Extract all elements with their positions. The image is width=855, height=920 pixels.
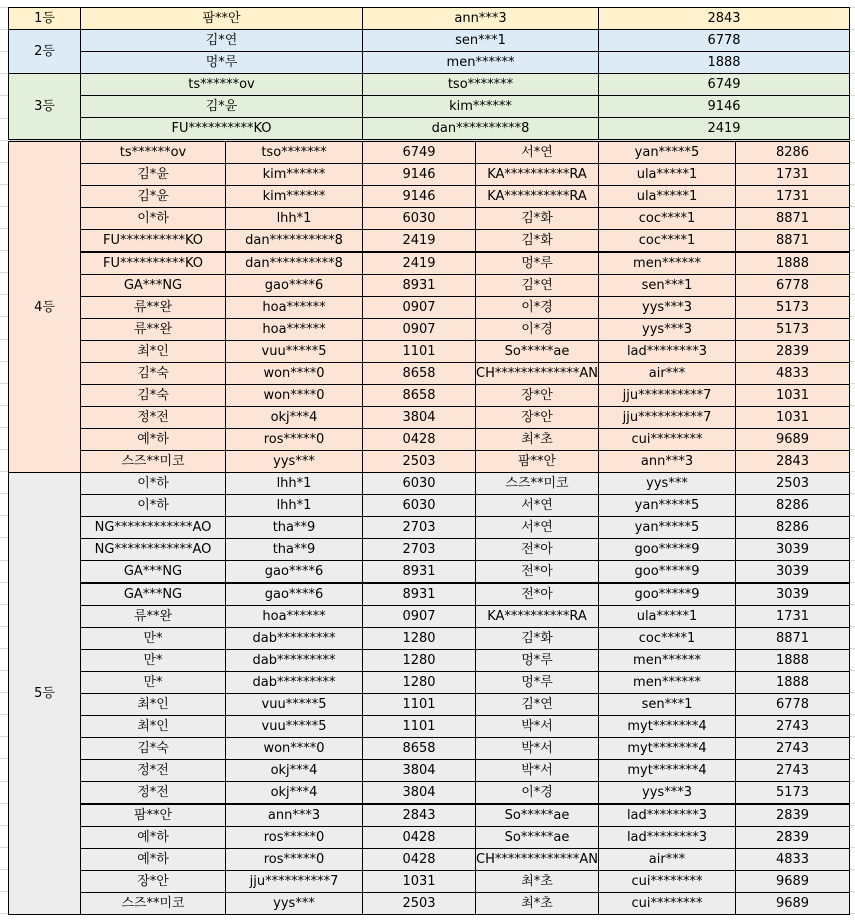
r5-row-10-col-0[interactable]: 최*인 — [80, 693, 226, 716]
r5-row-13-col-0[interactable]: 정*전 — [80, 759, 226, 782]
r5-row-0-col-1[interactable]: lhh*1 — [225, 472, 363, 495]
r4-row-8-col-2[interactable]: 0907 — [362, 318, 476, 341]
r5-row-16-col-4[interactable]: lad********3 — [598, 826, 736, 849]
r4-row-14-col-2[interactable]: 2503 — [362, 450, 476, 473]
r4-row-12-col-4[interactable]: jju**********7 — [598, 406, 736, 429]
r5-row-5-col-5[interactable]: 3039 — [735, 583, 850, 606]
r4-row-11-col-4[interactable]: jju**********7 — [598, 384, 736, 407]
r4-row-0-col-3[interactable]: 서*연 — [475, 141, 599, 164]
r4-row-10-col-3[interactable]: CH*************AN — [475, 362, 599, 385]
r4-row-12-col-2[interactable]: 3804 — [362, 406, 476, 429]
r5-row-3-col-4[interactable]: goo*****9 — [598, 538, 736, 561]
r5-row-4-col-3[interactable]: 전*아 — [475, 560, 599, 583]
r4-row-13-col-4[interactable]: cui******** — [598, 428, 736, 451]
r5-row-14-col-1[interactable]: okj***4 — [225, 781, 363, 804]
r5-row-7-col-0[interactable]: 만* — [80, 627, 226, 650]
r5-row-16-col-3[interactable]: So*****ae — [475, 826, 599, 849]
r4-row-13-col-3[interactable]: 최*초 — [475, 428, 599, 451]
r5-row-6-col-1[interactable]: hoa****** — [225, 605, 363, 628]
r5-row-3-col-1[interactable]: tha**9 — [225, 538, 363, 561]
r3-row-1-col-2[interactable]: 9146 — [598, 95, 850, 118]
r4-row-6-col-0[interactable]: GA***NG — [80, 274, 226, 297]
r4-row-4-col-1[interactable]: dan**********8 — [225, 229, 363, 252]
r5-row-0-col-0[interactable]: 이*하 — [80, 472, 226, 495]
r4-row-13-col-1[interactable]: ros*****0 — [225, 428, 363, 451]
r5-row-17-col-1[interactable]: ros*****0 — [225, 848, 363, 871]
r5-row-15-col-2[interactable]: 2843 — [362, 804, 476, 827]
r4-row-1-col-0[interactable]: 김*윤 — [80, 163, 226, 186]
r5-row-8-col-4[interactable]: men****** — [598, 649, 736, 672]
r4-row-2-col-3[interactable]: KA**********RA — [475, 185, 599, 208]
r4-row-5-col-2[interactable]: 2419 — [362, 252, 476, 275]
r5-row-18-col-1[interactable]: jju**********7 — [225, 870, 363, 893]
r4-row-4-col-5[interactable]: 8871 — [735, 229, 850, 252]
r5-row-15-col-3[interactable]: So*****ae — [475, 804, 599, 827]
r4-row-0-col-4[interactable]: yan*****5 — [598, 141, 736, 164]
r5-row-19-col-2[interactable]: 2503 — [362, 892, 476, 915]
r5-row-15-col-0[interactable]: 팜**안 — [80, 804, 226, 827]
r4-row-0-col-2[interactable]: 6749 — [362, 141, 476, 164]
r5-row-5-col-3[interactable]: 전*아 — [475, 583, 599, 606]
r4-row-2-col-4[interactable]: ula*****1 — [598, 185, 736, 208]
r5-row-3-col-0[interactable]: NG************AO — [80, 538, 226, 561]
r4-row-9-col-2[interactable]: 1101 — [362, 340, 476, 363]
r5-row-2-col-4[interactable]: yan*****5 — [598, 516, 736, 539]
r4-row-7-col-4[interactable]: yys***3 — [598, 296, 736, 319]
r5-row-5-col-1[interactable]: gao****6 — [225, 583, 363, 606]
r4-row-14-col-4[interactable]: ann***3 — [598, 450, 736, 473]
r4-row-13-col-2[interactable]: 0428 — [362, 428, 476, 451]
r5-row-11-col-1[interactable]: vuu*****5 — [225, 715, 363, 738]
r4-row-10-col-4[interactable]: air*** — [598, 362, 736, 385]
r1-row-0-col-0[interactable]: 팜**안 — [80, 7, 363, 30]
r4-row-8-col-4[interactable]: yys***3 — [598, 318, 736, 341]
r5-row-5-col-0[interactable]: GA***NG — [80, 583, 226, 606]
r3-row-0-col-0[interactable]: ts******ov — [80, 73, 363, 96]
r5-row-10-col-4[interactable]: sen***1 — [598, 693, 736, 716]
r5-row-15-col-1[interactable]: ann***3 — [225, 804, 363, 827]
r3-row-0-col-1[interactable]: tso******* — [362, 73, 599, 96]
r4-row-11-col-1[interactable]: won****0 — [225, 384, 363, 407]
r4-row-3-col-1[interactable]: lhh*1 — [225, 207, 363, 230]
r4-row-9-col-4[interactable]: lad********3 — [598, 340, 736, 363]
r4-row-1-col-3[interactable]: KA**********RA — [475, 163, 599, 186]
r4-row-5-col-0[interactable]: FU**********KO — [80, 252, 226, 275]
r5-row-7-col-1[interactable]: dab********* — [225, 627, 363, 650]
r4-row-5-col-4[interactable]: men****** — [598, 252, 736, 275]
r4-row-14-col-3[interactable]: 팜**안 — [475, 450, 599, 473]
r4-row-4-col-4[interactable]: coc****1 — [598, 229, 736, 252]
r5-row-18-col-3[interactable]: 최*초 — [475, 870, 599, 893]
r5-row-14-col-5[interactable]: 5173 — [735, 781, 850, 804]
r5-row-8-col-3[interactable]: 멍*루 — [475, 649, 599, 672]
r5-row-18-col-0[interactable]: 장*안 — [80, 870, 226, 893]
r5-row-7-col-2[interactable]: 1280 — [362, 627, 476, 650]
r4-row-11-col-2[interactable]: 8658 — [362, 384, 476, 407]
r5-row-19-col-3[interactable]: 최*초 — [475, 892, 599, 915]
r5-row-4-col-4[interactable]: goo*****9 — [598, 560, 736, 583]
r5-row-18-col-2[interactable]: 1031 — [362, 870, 476, 893]
r5-row-2-col-5[interactable]: 8286 — [735, 516, 850, 539]
r5-row-12-col-3[interactable]: 박*서 — [475, 737, 599, 760]
r4-row-10-col-2[interactable]: 8658 — [362, 362, 476, 385]
rank-label-r5[interactable]: 5등 — [8, 472, 81, 915]
r4-row-3-col-5[interactable]: 8871 — [735, 207, 850, 230]
r2-row-0-col-0[interactable]: 김*연 — [80, 29, 363, 52]
r4-row-14-col-0[interactable]: 스즈**미코 — [80, 450, 226, 473]
r5-row-18-col-4[interactable]: cui******** — [598, 870, 736, 893]
r4-row-5-col-5[interactable]: 1888 — [735, 252, 850, 275]
r5-row-0-col-3[interactable]: 스즈**미코 — [475, 472, 599, 495]
r5-row-13-col-2[interactable]: 3804 — [362, 759, 476, 782]
r5-row-5-col-2[interactable]: 8931 — [362, 583, 476, 606]
r5-row-10-col-5[interactable]: 6778 — [735, 693, 850, 716]
r3-row-1-col-0[interactable]: 김*윤 — [80, 95, 363, 118]
r1-row-0-col-1[interactable]: ann***3 — [362, 7, 599, 30]
r5-row-4-col-2[interactable]: 8931 — [362, 560, 476, 583]
r5-row-10-col-3[interactable]: 김*연 — [475, 693, 599, 716]
r4-row-9-col-5[interactable]: 2839 — [735, 340, 850, 363]
r5-row-1-col-2[interactable]: 6030 — [362, 494, 476, 517]
r5-row-2-col-3[interactable]: 서*연 — [475, 516, 599, 539]
r4-row-1-col-2[interactable]: 9146 — [362, 163, 476, 186]
r5-row-2-col-1[interactable]: tha**9 — [225, 516, 363, 539]
r4-row-2-col-2[interactable]: 9146 — [362, 185, 476, 208]
r4-row-6-col-2[interactable]: 8931 — [362, 274, 476, 297]
r5-row-12-col-5[interactable]: 2743 — [735, 737, 850, 760]
r5-row-4-col-5[interactable]: 3039 — [735, 560, 850, 583]
r5-row-1-col-3[interactable]: 서*연 — [475, 494, 599, 517]
rank-label-r2[interactable]: 2등 — [8, 29, 81, 74]
r3-row-2-col-2[interactable]: 2419 — [598, 117, 850, 140]
r4-row-4-col-0[interactable]: FU**********KO — [80, 229, 226, 252]
rank-label-r4[interactable]: 4등 — [8, 141, 81, 474]
r5-row-12-col-1[interactable]: won****0 — [225, 737, 363, 760]
r4-row-3-col-4[interactable]: coc****1 — [598, 207, 736, 230]
r5-row-1-col-5[interactable]: 8286 — [735, 494, 850, 517]
r5-row-4-col-1[interactable]: gao****6 — [225, 560, 363, 583]
r4-row-9-col-0[interactable]: 최*인 — [80, 340, 226, 363]
r4-row-11-col-3[interactable]: 장*안 — [475, 384, 599, 407]
r5-row-8-col-5[interactable]: 1888 — [735, 649, 850, 672]
r5-row-9-col-1[interactable]: dab********* — [225, 671, 363, 694]
r4-row-8-col-1[interactable]: hoa****** — [225, 318, 363, 341]
r4-row-7-col-3[interactable]: 이*경 — [475, 296, 599, 319]
r4-row-0-col-1[interactable]: tso******* — [225, 141, 363, 164]
r4-row-10-col-0[interactable]: 김*숙 — [80, 362, 226, 385]
r4-row-3-col-2[interactable]: 6030 — [362, 207, 476, 230]
r5-row-4-col-0[interactable]: GA***NG — [80, 560, 226, 583]
r5-row-14-col-4[interactable]: yys***3 — [598, 781, 736, 804]
r4-row-13-col-5[interactable]: 9689 — [735, 428, 850, 451]
r2-row-1-col-1[interactable]: men****** — [362, 51, 599, 74]
r4-row-1-col-4[interactable]: ula*****1 — [598, 163, 736, 186]
r4-row-10-col-5[interactable]: 4833 — [735, 362, 850, 385]
r5-row-6-col-4[interactable]: ula*****1 — [598, 605, 736, 628]
r5-row-19-col-1[interactable]: yys*** — [225, 892, 363, 915]
r1-row-0-col-2[interactable]: 2843 — [598, 7, 850, 30]
r2-row-0-col-1[interactable]: sen***1 — [362, 29, 599, 52]
r5-row-6-col-3[interactable]: KA**********RA — [475, 605, 599, 628]
r3-row-1-col-1[interactable]: kim****** — [362, 95, 599, 118]
r4-row-6-col-1[interactable]: gao****6 — [225, 274, 363, 297]
r5-row-13-col-3[interactable]: 박*서 — [475, 759, 599, 782]
r5-row-16-col-1[interactable]: ros*****0 — [225, 826, 363, 849]
r5-row-19-col-0[interactable]: 스즈**미코 — [80, 892, 226, 915]
r4-row-1-col-5[interactable]: 1731 — [735, 163, 850, 186]
r3-row-2-col-0[interactable]: FU**********KO — [80, 117, 363, 140]
r5-row-6-col-0[interactable]: 류**완 — [80, 605, 226, 628]
r5-row-8-col-1[interactable]: dab********* — [225, 649, 363, 672]
r5-row-15-col-4[interactable]: lad********3 — [598, 804, 736, 827]
r5-row-5-col-4[interactable]: goo*****9 — [598, 583, 736, 606]
r5-row-15-col-5[interactable]: 2839 — [735, 804, 850, 827]
r5-row-11-col-0[interactable]: 최*인 — [80, 715, 226, 738]
r5-row-3-col-5[interactable]: 3039 — [735, 538, 850, 561]
r4-row-8-col-3[interactable]: 이*경 — [475, 318, 599, 341]
r4-row-6-col-5[interactable]: 6778 — [735, 274, 850, 297]
r5-row-9-col-0[interactable]: 만* — [80, 671, 226, 694]
r4-row-4-col-3[interactable]: 김*화 — [475, 229, 599, 252]
r5-row-17-col-5[interactable]: 4833 — [735, 848, 850, 871]
r4-row-11-col-0[interactable]: 김*숙 — [80, 384, 226, 407]
r4-row-14-col-1[interactable]: yys*** — [225, 450, 363, 473]
r4-row-4-col-2[interactable]: 2419 — [362, 229, 476, 252]
r5-row-17-col-0[interactable]: 예*하 — [80, 848, 226, 871]
r5-row-12-col-0[interactable]: 김*숙 — [80, 737, 226, 760]
r2-row-1-col-2[interactable]: 1888 — [598, 51, 850, 74]
r5-row-9-col-3[interactable]: 멍*루 — [475, 671, 599, 694]
r5-row-17-col-4[interactable]: air*** — [598, 848, 736, 871]
r4-row-6-col-4[interactable]: sen***1 — [598, 274, 736, 297]
r5-row-14-col-3[interactable]: 이*경 — [475, 781, 599, 804]
r5-row-3-col-2[interactable]: 2703 — [362, 538, 476, 561]
r5-row-2-col-0[interactable]: NG************AO — [80, 516, 226, 539]
r4-row-12-col-5[interactable]: 1031 — [735, 406, 850, 429]
r4-row-7-col-1[interactable]: hoa****** — [225, 296, 363, 319]
r2-row-1-col-0[interactable]: 멍*루 — [80, 51, 363, 74]
r5-row-14-col-0[interactable]: 정*전 — [80, 781, 226, 804]
r5-row-19-col-4[interactable]: cui******** — [598, 892, 736, 915]
rank-label-r1[interactable]: 1등 — [8, 7, 81, 30]
r5-row-0-col-5[interactable]: 2503 — [735, 472, 850, 495]
r4-row-14-col-5[interactable]: 2843 — [735, 450, 850, 473]
r5-row-11-col-4[interactable]: myt*******4 — [598, 715, 736, 738]
r5-row-1-col-4[interactable]: yan*****5 — [598, 494, 736, 517]
r2-row-0-col-2[interactable]: 6778 — [598, 29, 850, 52]
r5-row-1-col-1[interactable]: lhh*1 — [225, 494, 363, 517]
r5-row-9-col-5[interactable]: 1888 — [735, 671, 850, 694]
r5-row-12-col-4[interactable]: myt*******4 — [598, 737, 736, 760]
r5-row-11-col-5[interactable]: 2743 — [735, 715, 850, 738]
r5-row-8-col-2[interactable]: 1280 — [362, 649, 476, 672]
r5-row-17-col-3[interactable]: CH*************AN — [475, 848, 599, 871]
r5-row-7-col-4[interactable]: coc****1 — [598, 627, 736, 650]
r4-row-2-col-5[interactable]: 1731 — [735, 185, 850, 208]
r5-row-14-col-2[interactable]: 3804 — [362, 781, 476, 804]
r5-row-10-col-1[interactable]: vuu*****5 — [225, 693, 363, 716]
r4-row-10-col-1[interactable]: won****0 — [225, 362, 363, 385]
r4-row-1-col-1[interactable]: kim****** — [225, 163, 363, 186]
r4-row-7-col-5[interactable]: 5173 — [735, 296, 850, 319]
r5-row-10-col-2[interactable]: 1101 — [362, 693, 476, 716]
r4-row-2-col-0[interactable]: 김*윤 — [80, 185, 226, 208]
r5-row-13-col-1[interactable]: okj***4 — [225, 759, 363, 782]
r5-row-9-col-2[interactable]: 1280 — [362, 671, 476, 694]
r5-row-0-col-2[interactable]: 6030 — [362, 472, 476, 495]
r5-row-3-col-3[interactable]: 전*아 — [475, 538, 599, 561]
r5-row-8-col-0[interactable]: 만* — [80, 649, 226, 672]
r5-row-13-col-4[interactable]: myt*******4 — [598, 759, 736, 782]
r5-row-16-col-2[interactable]: 0428 — [362, 826, 476, 849]
r4-row-7-col-2[interactable]: 0907 — [362, 296, 476, 319]
r5-row-1-col-0[interactable]: 이*하 — [80, 494, 226, 517]
r4-row-5-col-3[interactable]: 멍*루 — [475, 252, 599, 275]
r4-row-2-col-1[interactable]: kim****** — [225, 185, 363, 208]
r4-row-12-col-0[interactable]: 정*전 — [80, 406, 226, 429]
r5-row-19-col-5[interactable]: 9689 — [735, 892, 850, 915]
r4-row-7-col-0[interactable]: 류**완 — [80, 296, 226, 319]
r4-row-0-col-5[interactable]: 8286 — [735, 141, 850, 164]
r5-row-16-col-5[interactable]: 2839 — [735, 826, 850, 849]
r5-row-11-col-2[interactable]: 1101 — [362, 715, 476, 738]
r4-row-11-col-5[interactable]: 1031 — [735, 384, 850, 407]
r5-row-13-col-5[interactable]: 2743 — [735, 759, 850, 782]
r4-row-13-col-0[interactable]: 예*하 — [80, 428, 226, 451]
r5-row-9-col-4[interactable]: men****** — [598, 671, 736, 694]
r4-row-3-col-3[interactable]: 김*화 — [475, 207, 599, 230]
r5-row-2-col-2[interactable]: 2703 — [362, 516, 476, 539]
r4-row-9-col-1[interactable]: vuu*****5 — [225, 340, 363, 363]
r5-row-6-col-2[interactable]: 0907 — [362, 605, 476, 628]
r5-row-7-col-3[interactable]: 김*화 — [475, 627, 599, 650]
r4-row-8-col-5[interactable]: 5173 — [735, 318, 850, 341]
r4-row-0-col-0[interactable]: ts******ov — [80, 141, 226, 164]
r5-row-17-col-2[interactable]: 0428 — [362, 848, 476, 871]
r3-row-2-col-1[interactable]: dan**********8 — [362, 117, 599, 140]
r4-row-6-col-3[interactable]: 김*연 — [475, 274, 599, 297]
r4-row-12-col-1[interactable]: okj***4 — [225, 406, 363, 429]
r4-row-3-col-0[interactable]: 이*하 — [80, 207, 226, 230]
r5-row-6-col-5[interactable]: 1731 — [735, 605, 850, 628]
r3-row-0-col-2[interactable]: 6749 — [598, 73, 850, 96]
r4-row-8-col-0[interactable]: 류**완 — [80, 318, 226, 341]
r5-row-11-col-3[interactable]: 박*서 — [475, 715, 599, 738]
r4-row-9-col-3[interactable]: So*****ae — [475, 340, 599, 363]
r5-row-16-col-0[interactable]: 예*하 — [80, 826, 226, 849]
rank-label-r3[interactable]: 3등 — [8, 73, 81, 140]
r5-row-0-col-4[interactable]: yys*** — [598, 472, 736, 495]
r5-row-7-col-5[interactable]: 8871 — [735, 627, 850, 650]
r4-row-5-col-1[interactable]: dan**********8 — [225, 252, 363, 275]
r5-row-12-col-2[interactable]: 8658 — [362, 737, 476, 760]
r5-row-18-col-5[interactable]: 9689 — [735, 870, 850, 893]
r4-row-12-col-3[interactable]: 장*안 — [475, 406, 599, 429]
